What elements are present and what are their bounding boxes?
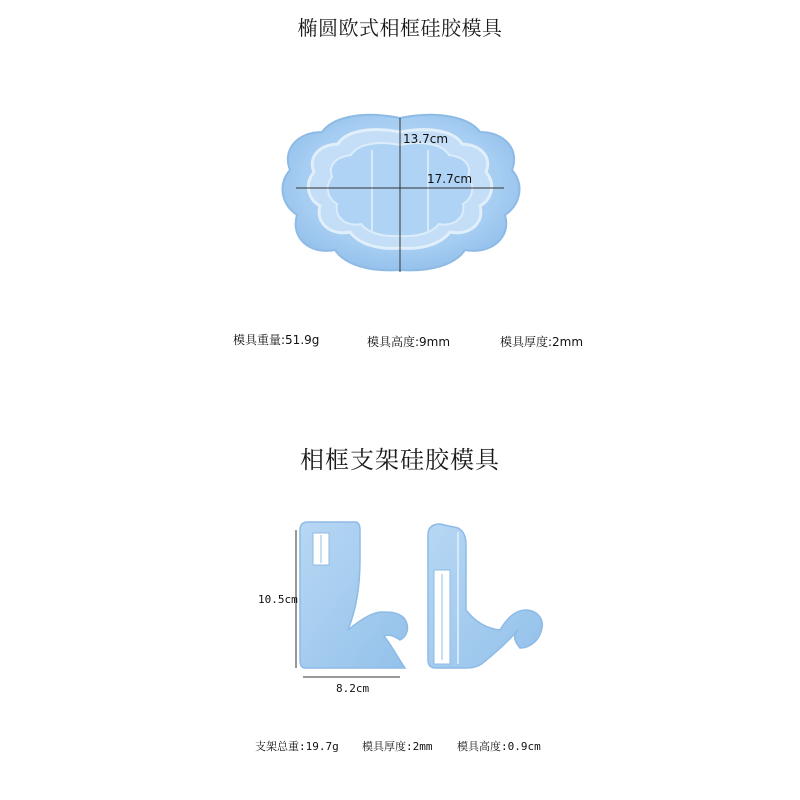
stand-mold-left-image [296,522,407,677]
oval-mold-height: 模具高度:9mm [367,335,451,349]
oval-mold-weight: 模具重量:51.9g [233,333,320,347]
oval-mold-width-label: 17.7cm [427,172,473,186]
oval-mold-thickness: 模具厚度:2mm [500,335,584,349]
stand-total-weight: 支架总重:19.7g [255,740,339,753]
oval-frame-mold-image [283,115,520,272]
stand-mold-width-label: 8.2cm [336,682,370,695]
stand-mold-height: 模具高度:0.9cm [457,740,541,753]
stand-mold-thickness: 模具厚度:2mm [362,740,433,753]
stand-mold-title: 相框支架硅胶模具 [300,446,500,474]
stand-mold-right-image [428,524,542,668]
oval-frame-mold-title: 椭圆欧式相框硅胶模具 [297,16,503,40]
oval-mold-height-label: 13.7cm [403,132,449,146]
stand-mold-height-label: 10.5cm [258,593,298,606]
